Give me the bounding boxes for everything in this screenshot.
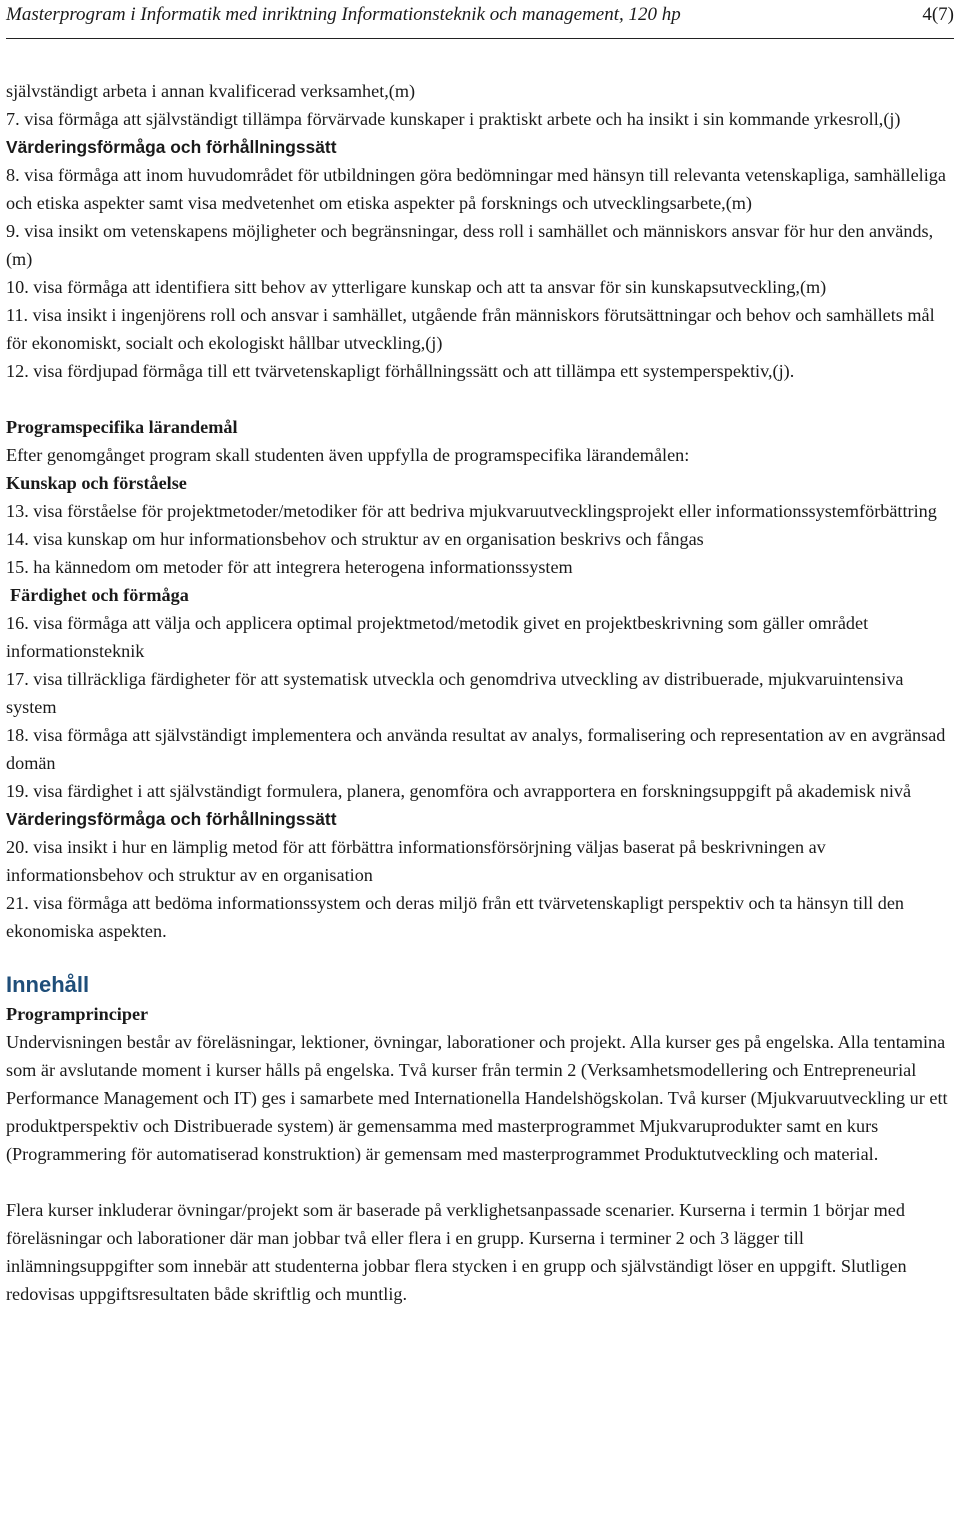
outcome-19: 19. visa färdighet i att självständigt formulera, planera, genomföra och avrapportera en forskningsuppgift på akademisk nivå — [6, 781, 912, 801]
outcome-10: 10. visa förmåga att identifiera sitt behov av ytterligare kunskap och att ta ansvar för sin kunskapsutveckling,(m) — [6, 277, 827, 297]
outcome-8: 8. visa förmåga att inom huvudområdet för utbildningen göra bedömningar med hänsyn till relevanta vetenskapliga, samhälleliga och etiska aspekter samt visa medvetenhet om etiska aspekter på forsknings och utvecklingsarbete,(m) — [6, 165, 946, 213]
heading-fardighet: Färdighet och förmåga — [10, 585, 189, 605]
outcome-16: 16. visa förmåga att välja och applicera optimal projektmetod/metodik givet en projektbeskrivning som gäller området informationsteknik — [6, 613, 869, 661]
outcome-11: 11. visa insikt i ingenjörens roll och ansvar i samhället, utgående från människors förutsättningar och behov och samhällets mål för ekonomiskt, socialt och ekologiskt hållbar utveckling,(j) — [6, 305, 935, 353]
heading-kunskap: Kunskap och förståelse — [6, 473, 187, 493]
heading-innehall: Innehåll — [6, 972, 90, 997]
outcome-14: 14. visa kunskap om hur informationsbehov och struktur av en organisation beskrivs och fångas — [6, 529, 704, 549]
outcome-17: 17. visa tillräckliga färdigheter för att systematisk utveckla och genomdriva utveckling av distribuerade, mjukvaruintensiva system — [6, 669, 904, 717]
header-title: Masterprogram i Informatik med inriktning Informationsteknik och management, 120 hp — [6, 4, 681, 25]
document-page — [6, 0, 954, 1308]
heading-vardering-2: Värderingsförmåga och förhållningssätt — [6, 809, 337, 829]
heading-programprinciper: Programprinciper — [6, 1004, 149, 1024]
outcome-21: 21. visa förmåga att bedöma informationssystem och deras miljö från ett tvärvetenskapligt perspektiv och ta hänsyn till den ekonomiska aspekten. — [6, 893, 905, 941]
paragraph-continued: självständigt arbeta i annan kvalificerad verksamhet,(m) — [6, 81, 416, 101]
heading-vardering: Värderingsförmåga och förhållningssätt — [6, 137, 337, 157]
outcome-20: 20. visa insikt i hur en lämplig metod för att förbättra informationsförsörjning väljas baserat på beskrivningen av informationsbehov och struktur av en organisation — [6, 837, 826, 885]
heading-programspecifika: Programspecifika lärandemål — [6, 417, 238, 437]
outcome-15: 15. ha kännedom om metoder för att integrera heterogena informationssystem — [6, 557, 573, 577]
outcome-7: 7. visa förmåga att självständigt tillämpa förvärvade kunskaper i praktiskt arbete och ha insikt i sin kommande yrkesroll,(j) — [6, 109, 901, 129]
outcome-12: 12. visa fördjupad förmåga till ett tvärvetenskapligt förhållningssätt och att tillämpa ett systemperspektiv,(j). — [6, 361, 795, 381]
programspecifika-intro: Efter genomgånget program skall studenten även uppfylla de programspecifika lärandemålen: — [6, 445, 690, 465]
innehall-paragraph-2: Flera kurser inkluderar övningar/projekt som är baserade på verklighetsanpassade scenarier. Kurserna i termin 1 börjar med föreläsningar och laborationer där man jobbar två eller flera i en grupp. Kurserna i terminer 2 och 3 lägger till inlämningsuppgifter som innebär att studenterna jobbar flera stycken i en grupp och självständigt löser en uppgift. Slutligen redovisas uppgiftsresultaten både skriftlig och muntlig. — [6, 1200, 907, 1304]
outcome-9: 9. visa insikt om vetenskapens möjligheter och begränsningar, dess roll i samhället och människors ansvar för hur den används,(m) — [6, 221, 934, 269]
page-number: 4(7) — [922, 4, 954, 25]
outcome-13: 13. visa förståelse för projektmetoder/metodiker för att bedriva mjukvaruutvecklingsprojekt eller informationssystemförbättring — [6, 501, 937, 521]
document-body — [6, 77, 954, 1308]
page-header — [6, 0, 954, 39]
innehall-paragraph-1: Undervisningen består av föreläsningar, lektioner, övningar, laborationer och projekt. Alla kurser ges på engelska. Alla tentamina som är avslutande moment i kurser hålls på engelska. Två kurser från termin 2 (Verksamhetsmodellering och Entrepreneurial Performance Management och IT) ges i samarbete med Internationella Handelshögskolan. Två kurser (Mjukvaruutveckling ur ett produktperspektiv och Distribuerade system) är gemensamma med masterprogrammet Mjukvaruprodukter samt en kurs (Programmering för automatiserad konstruktion) är gemensam med masterprogrammet Produktutveckling och material. — [6, 1032, 948, 1164]
outcome-18: 18. visa förmåga att självständigt implementera och använda resultat av analys, formalisering och representation av en avgränsad domän — [6, 725, 946, 773]
